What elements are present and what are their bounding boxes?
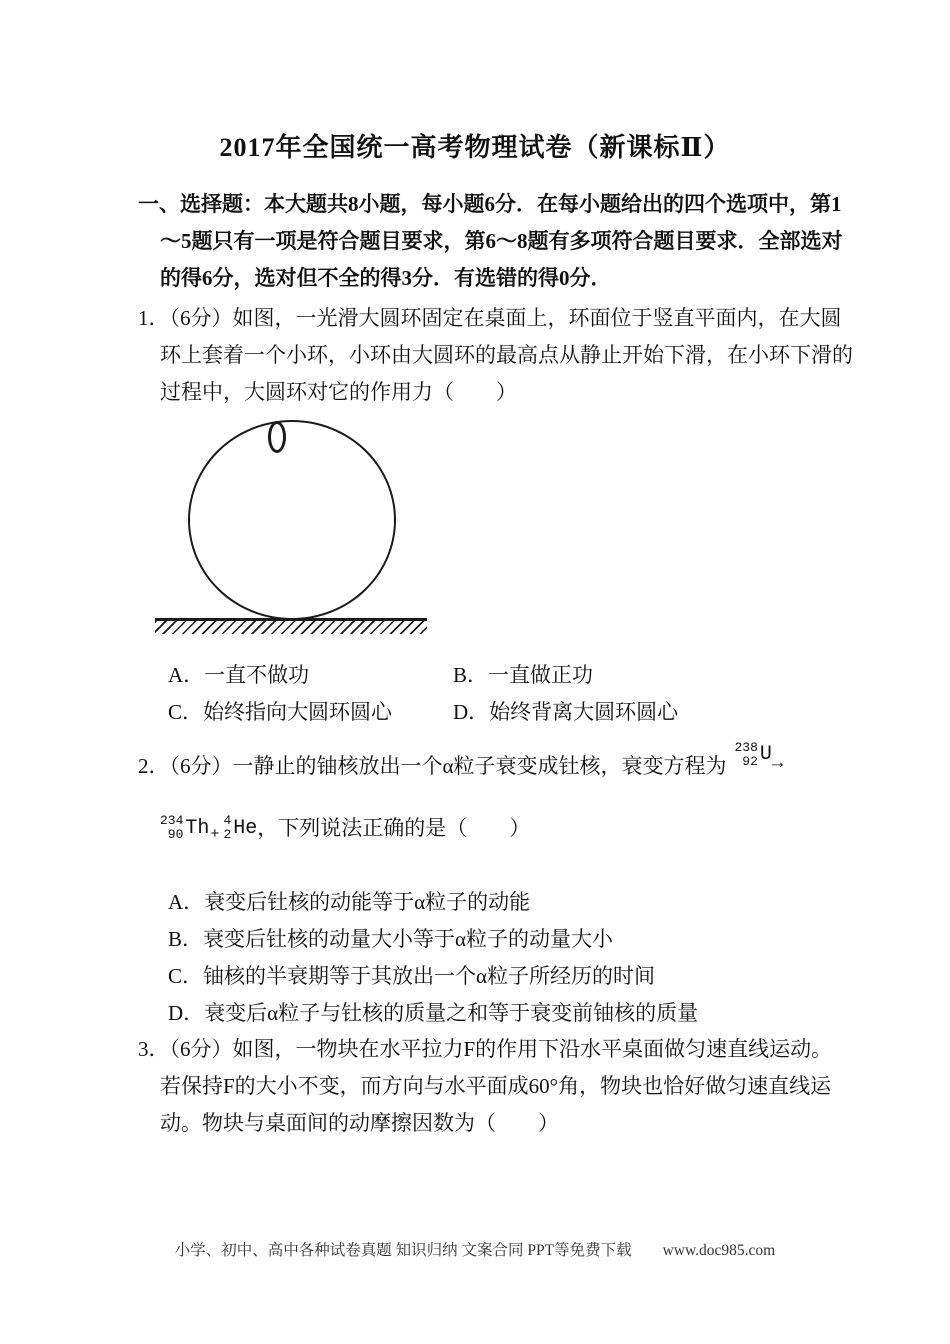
uranium-238-nuclide: [734, 739, 784, 774]
small-ring: [268, 421, 286, 453]
uranium-atomic-number: 92: [742, 753, 758, 769]
helium-4-nuclide: [223, 814, 257, 842]
option-b: B．一直做正功: [453, 663, 594, 687]
large-ring-circle: [188, 420, 396, 620]
helium-mass-number: 4: [223, 813, 232, 828]
option-row: [138, 694, 838, 731]
question-1-figure: [155, 420, 427, 642]
page-footer: 小学、初中、高中各种试卷真题 知识归纳 文案合同 PPT等免费下载 www.doc985.com: [174, 1242, 776, 1259]
plus-sign: +: [210, 826, 220, 843]
uranium-symbol: U: [759, 743, 772, 766]
thorium-234-nuclide: [160, 814, 209, 842]
question-1-line: 过程中，大圆环对它的作用力（ ）: [160, 380, 517, 404]
question-2-equation-line: [160, 799, 838, 843]
reaction-arrow: →: [771, 751, 784, 774]
option-a: A．衰变后钍核的动能等于α粒子的动能: [168, 890, 531, 914]
section-header-line: ～5题只有一项是符合题目要求，第6～8题有多项符合题目要求．全部选对: [160, 229, 843, 253]
option-a: A．一直不做功: [168, 663, 310, 687]
option-b: B．衰变后钍核的动量大小等于α粒子的动量大小: [168, 927, 614, 951]
option-d: D．衰变后α粒子与钍核的质量之和等于衰变前铀核的质量: [168, 1001, 699, 1025]
question-3-line: 若保持F的大小不变，而方向与水平面成60°角，物块也恰好做匀速直线运: [160, 1074, 832, 1098]
question-3-text: [138, 1031, 838, 1142]
question-1-options: [138, 657, 838, 731]
option-c: C．铀核的半衰期等于其放出一个α粒子所经历的时间: [168, 964, 656, 988]
question-3-line: 3．（6分）如图，一物块在水平拉力F的作用下沿水平桌面做匀速直线运动。: [138, 1037, 833, 1061]
uranium-mass-atomic: [735, 741, 758, 769]
thorium-atomic-number: 90: [167, 827, 184, 842]
uranium-mass-number: 238: [734, 739, 758, 755]
thorium-symbol: Th: [185, 816, 210, 840]
question-2-options: [138, 884, 838, 1032]
ground-hatch: [155, 618, 427, 634]
question-2-line: [138, 739, 838, 783]
section-header-line: 的得6分，选对但不全的得3分．有选错的得0分．: [160, 266, 612, 290]
question-1-text: [138, 300, 853, 411]
question-1-line: 1．（6分）如图，一光滑大圆环固定在桌面上，环面位于竖直平面内，在大圆: [138, 306, 842, 330]
question-1-line: 环上套着一个小环，小环由大圆环的最高点从静止开始下滑，在小环下滑的: [160, 343, 853, 367]
page-title: 2017年全国统一高考物理试卷（新课标Ⅱ）: [219, 133, 731, 162]
thorium-mass-number: 234: [160, 813, 184, 828]
question-2-intro: 2．（6分）一静止的铀核放出一个α粒子衰变成钍核，衰变方程为: [138, 753, 727, 778]
question-3-line: 动。物块与桌面间的动摩擦因数为（ ）: [160, 1111, 559, 1135]
option-d: D．始终背离大圆环圆心: [453, 700, 679, 724]
option-c: C．始终指向大圆环圆心: [168, 700, 393, 724]
thorium-mass-atomic: [160, 814, 183, 842]
section-header-line: 一、选择题：本大题共8小题，每小题6分．在每小题给出的四个选项中，第1: [138, 192, 842, 216]
question-2-outro: ，下列说法正确的是（ ）: [257, 816, 531, 840]
question-2-text: [138, 739, 838, 843]
helium-atomic-number: 2: [223, 827, 232, 842]
option-row: [138, 657, 838, 694]
helium-symbol: He: [233, 816, 258, 840]
helium-mass-atomic: [223, 814, 231, 842]
section-header: [138, 186, 843, 297]
